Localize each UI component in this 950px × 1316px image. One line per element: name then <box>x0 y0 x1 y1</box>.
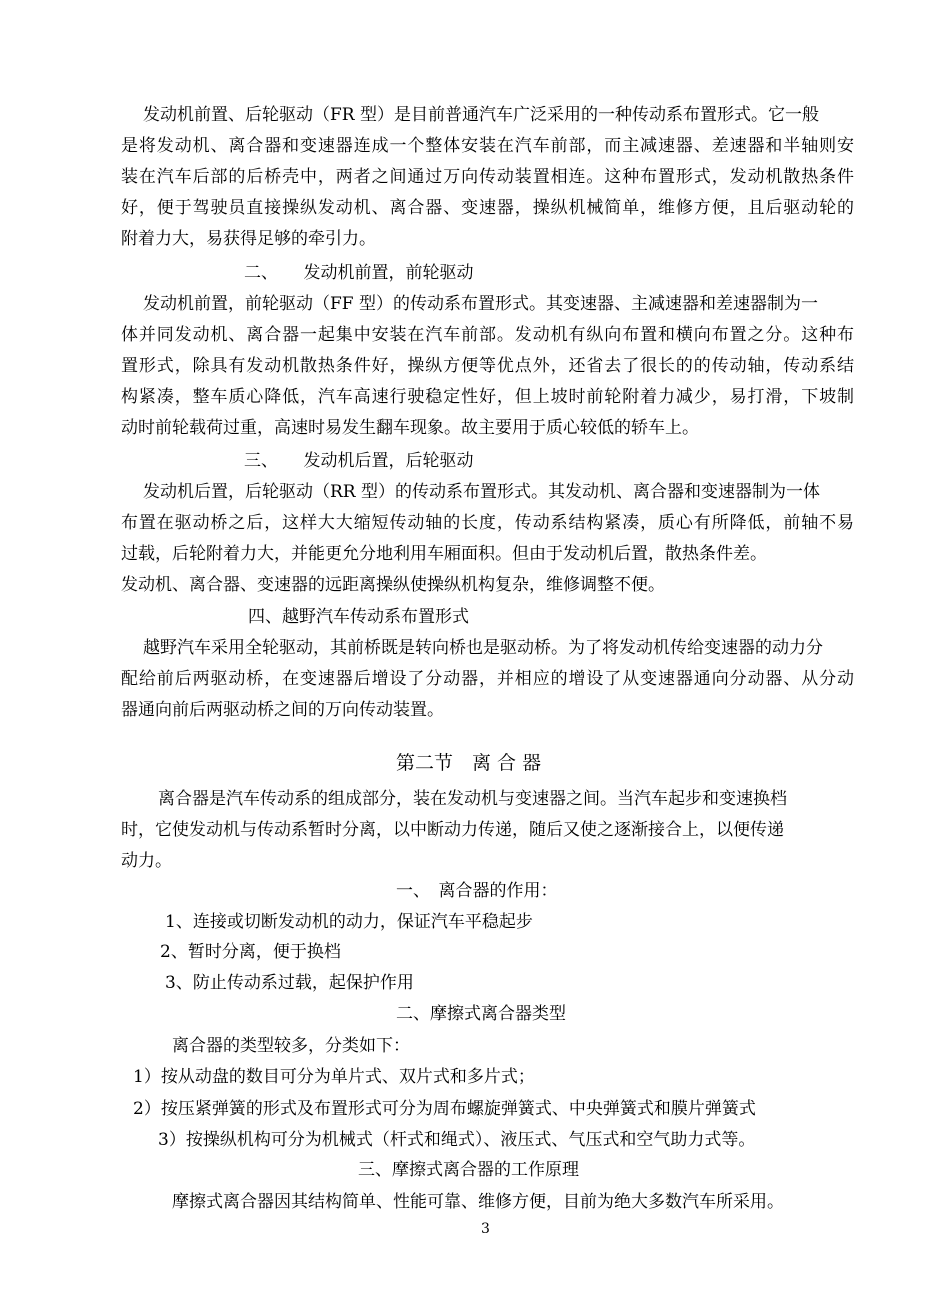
text-line: 附着力大，易获得足够的牵引力。 <box>121 229 376 249</box>
text-line: 过载，后轮附着力大，并能更允分地利用车厢面积。但由于发动机后置，散热条件差。 <box>121 544 767 564</box>
section-title: 第二节 离 合 器 <box>396 752 542 774</box>
text-line: 好，便于驾驶员直接操纵发动机、离合器、变速器，操纵机械简单，维修方便，且后驱动轮的 <box>121 198 854 218</box>
text-line: 发动机、离合器、变速器的远距离操纵使操纵机构复杂，维修调整不便。 <box>121 575 665 595</box>
section-heading: 四、越野汽车传动系布置形式 <box>248 607 469 627</box>
text-line: 时，它使发动机与传动系暂时分离，以中断动力传递，随后又使之逐渐接合上，以便传递 <box>121 820 784 840</box>
subheading: 一、 离合器的作用： <box>396 881 558 901</box>
text-line: 摩擦式离合器因其结构简单、性能可靠、维修方便，目前为绝大多数汽车所采用。 <box>172 1192 784 1212</box>
text-line: 离合器的类型较多，分类如下： <box>172 1036 410 1056</box>
text-line: 器通向前后两驱动桥之间的万向传动装置。 <box>121 700 444 720</box>
text-line: 离合器是汽车传动系的组成部分，装在发动机与变速器之间。当汽车起步和变速换档 <box>158 789 787 809</box>
subheading: 二、摩擦式离合器类型 <box>396 1004 566 1024</box>
list-item: 2、暂时分离，便于换档 <box>160 942 341 962</box>
text-line: 布置在驱动桥之后，这样大大缩短传动轴的长度，传动系结构紧凑，质心有所降低，前轴不易 <box>121 513 854 533</box>
list-item: 1、连接或切断发动机的动力，保证汽车平稳起步 <box>165 912 533 932</box>
section-heading: 三、 发动机后置，后轮驱动 <box>244 451 474 471</box>
list-item: 3、防止传动系过载，起保护作用 <box>165 973 414 993</box>
text-line: 装在汽车后部的后桥壳中，两者之间通过万向传动装置相连。这种布置形式，发动机散热条件 <box>121 167 854 187</box>
text-line: 是将发动机、离合器和变速器连成一个整体安装在汽车前部，而主减速器、差速器和半轴则安 <box>121 136 854 156</box>
section-heading: 二、 发动机前置，前轮驱动 <box>244 263 474 283</box>
text-line: 置形式，除具有发动机散热条件好，操纵方便等优点外，还省去了很长的的传动轴，传动系结 <box>121 356 854 376</box>
text-line: 动时前轮载荷过重，高速时易发生翻车现象。故主要用于质心较低的轿车上。 <box>121 418 699 438</box>
list-item: 1）按从动盘的数目可分为单片式、双片式和多片式； <box>133 1067 535 1087</box>
page-number: 3 <box>481 1221 490 1237</box>
text-line: 发动机后置，后轮驱动（RR 型）的传动系布置形式。其发动机、离合器和变速器制为一体 <box>143 482 821 502</box>
text-line: 发动机前置、后轮驱动（FR 型）是目前普通汽车广泛采用的一种传动系布置形式。它一般 <box>143 105 819 125</box>
subheading: 三、摩擦式离合器的工作原理 <box>358 1160 579 1180</box>
text-line: 越野汽车采用全轮驱动，其前桥既是转向桥也是驱动桥。为了将发动机传给变速器的动力分 <box>143 638 823 658</box>
text-line: 发动机前置，前轮驱动（FF 型）的传动系布置形式。其变速器、主减速器和差速器制为一 <box>143 294 818 314</box>
list-item: 2）按压紧弹簧的形式及布置形式可分为周布螺旋弹簧式、中央弹簧式和膜片弹簧式 <box>133 1099 756 1119</box>
text-line: 配给前后两驱动桥，在变速器后增设了分动器，并相应的增设了从变速器通向分动器、从分动 <box>121 669 854 689</box>
text-line: 构紧凑，整车质心降低，汽车高速行驶稳定性好，但上坡时前轮附着力减少，易打滑，下坡制 <box>121 387 854 407</box>
text-line: 动力。 <box>121 851 172 871</box>
text-line: 体并同发动机、离合器一起集中安装在汽车前部。发动机有纵向布置和横向布置之分。这种布 <box>121 325 854 345</box>
list-item: 3）按操纵机构可分为机械式（杆式和绳式）、液压式、气压式和空气助力式等。 <box>158 1130 756 1150</box>
